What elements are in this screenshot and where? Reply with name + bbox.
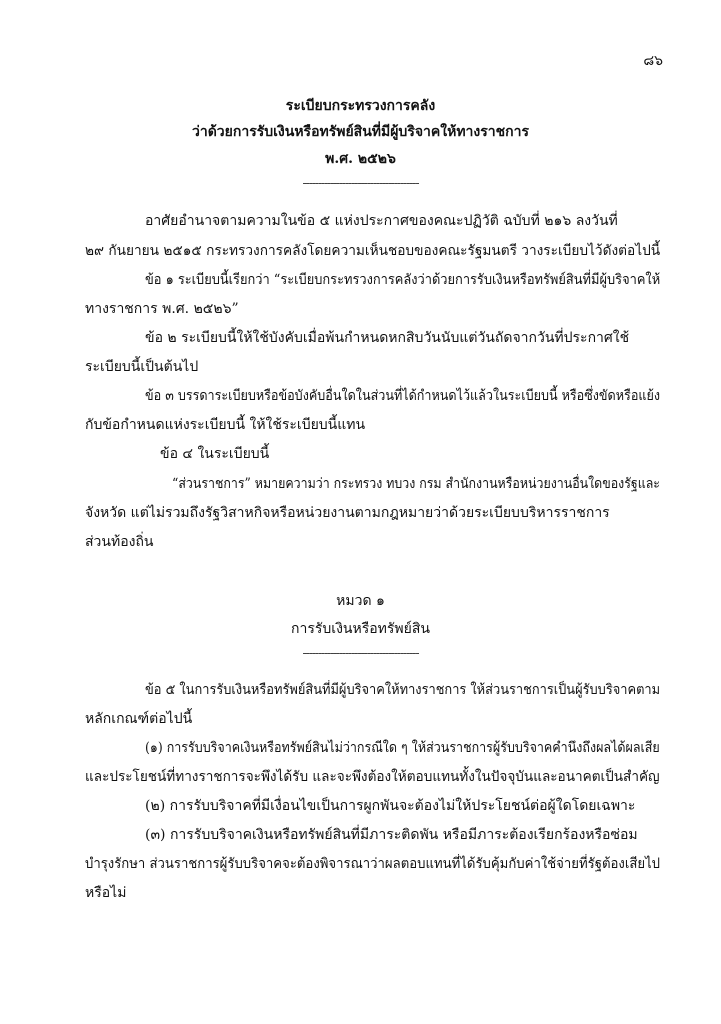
definition-line-2: จังหวัด แต่ไม่รวมถึงรัฐวิสาหกิจหรือหน่วยงานตามกฎหมายว่าด้วยระเบียบบริหารราชการ (85, 505, 610, 521)
item-1-line-2: และประโยชน์ที่ทางราชการจะพึงได้รับ และจะพึงต้องให้ตอบแทนทั้งในปัจจุบันและอนาคตเป็นสำคัญ (85, 769, 660, 785)
clause-5-line-2: หลักเกณฑ์ต่อไปนี้ (85, 711, 193, 727)
clause-4-line-1: ข้อ ๔ ในระเบียบนี้ (160, 446, 270, 462)
clause-3-line-2: กับข้อกำหนดแห่งระเบียบนี้ ให้ใช้ระเบียบนี้แทน (85, 417, 366, 433)
regulation-title: ระเบียบกระทรวงการคลัง (285, 98, 436, 114)
definition-line-3: ส่วนท้องถิ่น (85, 534, 154, 550)
clause-1-line-2: ทางราชการ พ.ศ. ๒๕๒๖” (85, 301, 239, 317)
item-3-line-1: (๓) การรับบริจาคเงินหรือทรัพย์สินที่มีภาระติดพัน หรือมีภาระต้องเรียกร้องหรือซ่อม (145, 827, 638, 843)
intro-line-1: อาศัยอำนาจตามความในข้อ ๕ แห่งประกาศของคณะปฏิวัติ ฉบับที่ ๒๑๖ ลงวันที่ (145, 213, 618, 229)
clause-1-line-1: ข้อ ๑ ระเบียบนี้เรียกว่า “ระเบียบกระทรวงการคลังว่าด้วยการรับเงินหรือทรัพย์สินที่มีผู้บริจาคให้ (145, 272, 661, 288)
item-3-line-3: หรือไม่ (85, 885, 127, 901)
item-2-line-1: (๒) การรับบริจาคที่มีเงื่อนไขเป็นการผูกพันจะต้องไม่ให้ประโยชน์ต่อผู้ใดโดยเฉพาะ (145, 798, 636, 814)
page-number: ๘๖ (643, 53, 663, 69)
item-1-line-1: (๑) การรับบริจาคเงินหรือทรัพย์สินไม่ว่ากรณีใด ๆ ให้ส่วนราชการผู้รับบริจาคคำนึงถึงผลได้ผลเสีย (145, 740, 660, 756)
definition-line-1: “ส่วนราชการ” หมายความว่า กระทรวง ทบวง กรม สำนักงานหรือหน่วยงานอื่นใดของรัฐและ (172, 476, 660, 492)
item-3-line-2: บำรุงรักษา ส่วนราชการผู้รับบริจาคจะต้องพิจารณาว่าผลตอบแทนที่ได้รับคุ้มกับค่าใช้จ่ายที่รัฐต้องเสียไป (85, 856, 661, 872)
chapter-subtitle: การรับเงินหรือทรัพย์สิน (291, 621, 430, 637)
chapter-title: หมวด ๑ (336, 593, 385, 609)
intro-line-2: ๒๙ กันยายน ๒๕๑๕ กระทรวงการคลังโดยความเห็นชอบของคณะรัฐมนตรี วางระเบียบไว้ดังต่อไปนี้ (85, 243, 661, 259)
clause-2-line-1: ข้อ ๒ ระเบียบนี้ให้ใช้บังคับเมื่อพ้นกำหนดหกสิบวันนับแต่วันถัดจากวันที่ประกาศใช้ (145, 330, 630, 346)
clause-3-line-1: ข้อ ๓ บรรดาระเบียบหรือข้อบังคับอื่นใดในส่วนที่ได้กำหนดไว้แล้วในระเบียบนี้ หรือซึ่งขัดหรือแย้ง (145, 388, 661, 404)
clause-5-line-1: ข้อ ๕ ในการรับเงินหรือทรัพย์สินที่มีผู้บริจาคให้ทางราชการ ให้ส่วนราชการเป็นผู้รับบริจาคตาม (145, 682, 661, 698)
title-separator: -------------------------------------- (302, 176, 419, 190)
regulation-subject: ว่าด้วยการรับเงินหรือทรัพย์สินที่มีผู้บริจาคให้ทางราชการ (191, 124, 529, 140)
chapter-separator: -------------------------------------- (302, 646, 419, 660)
regulation-year: พ.ศ. ๒๕๒๖ (325, 151, 396, 167)
clause-2-line-2: ระเบียบนี้เป็นต้นไป (85, 359, 199, 375)
